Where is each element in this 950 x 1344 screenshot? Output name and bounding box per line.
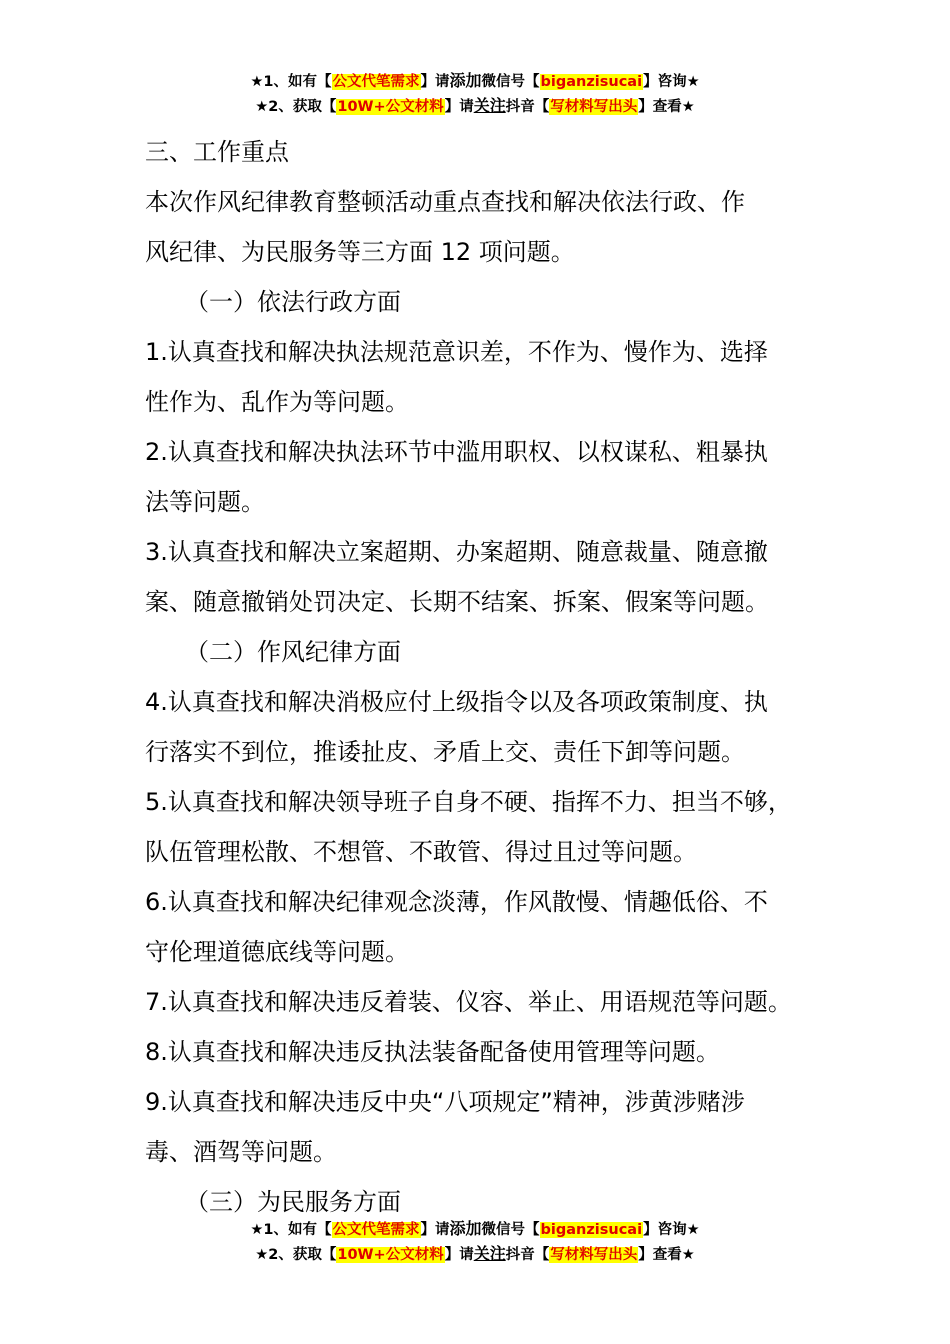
promo-highlight: 10W+公文材料 [337, 99, 444, 115]
promo-line-2 [0, 1242, 950, 1267]
promo-highlight: 10W+公文材料 [337, 1247, 444, 1263]
promo-highlight: 公文代笔需求 [332, 1222, 420, 1238]
list-item-line: 8.认真查找和解决违反执法装备配备使用管理等问题。 [145, 1038, 720, 1066]
promo-line-2 [0, 94, 950, 119]
promo-douyin-id: 写材料写出头 [550, 1247, 638, 1263]
promo-text: 】查看★ [638, 99, 695, 115]
promo-emphasis: 关注 [473, 1244, 506, 1263]
list-item-line: 法等问题。 [145, 488, 265, 516]
promo-text: 】请 [420, 1222, 450, 1238]
list-item-line: 3.认真查找和解决立案超期、办案超期、随意裁量、随意撤 [145, 538, 768, 566]
promo-text: 微信号【 [481, 74, 540, 90]
promo-text: ★1、如有【 [250, 74, 332, 90]
paragraph-line: 本次作风纪律教育整顿活动重点查找和解决依法行政、作 [145, 188, 745, 216]
subsection-heading: （二）作风纪律方面 [185, 638, 401, 666]
promo-emphasis: 添加 [449, 1219, 482, 1238]
paragraph-line: 风纪律、为民服务等三方面 12 项问题。 [145, 238, 575, 266]
promo-text: 抖音【 [505, 99, 550, 115]
list-item-line: 2.认真查找和解决执法环节中滥用职权、以权谋私、粗暴执 [145, 438, 768, 466]
promo-banner-top [0, 69, 950, 119]
list-item-line: 4.认真查找和解决消极应付上级指令以及各项政策制度、执 [145, 688, 768, 716]
promo-text: 】咨询★ [643, 1222, 700, 1238]
subsection-heading: （三）为民服务方面 [185, 1188, 401, 1216]
list-item-line: 5.认真查找和解决领导班子自身不硬、指挥不力、担当不够， [145, 788, 792, 816]
list-item-line: 案、随意撤销处罚决定、长期不结案、拆案、假案等问题。 [145, 588, 769, 616]
promo-emphasis: 添加 [449, 71, 482, 90]
promo-text: 】请 [444, 99, 474, 115]
promo-banner-bottom [0, 1217, 950, 1267]
list-item-line: 队伍管理松散、不想管、不敢管、得过且过等问题。 [145, 838, 697, 866]
section-heading: 三、工作重点 [145, 138, 289, 166]
subsection-heading: （一）依法行政方面 [185, 288, 401, 316]
promo-text: 】请 [444, 1247, 474, 1263]
list-item-line: 9.认真查找和解决违反中央“八项规定”精神，涉黄涉赌涉 [145, 1088, 745, 1116]
promo-text: ★1、如有【 [250, 1222, 332, 1238]
list-item-line: 7.认真查找和解决违反着装、仪容、举止、用语规范等问题。 [145, 988, 792, 1016]
promo-wechat-id: biganzisucai [540, 1222, 643, 1238]
list-item-line: 毒、酒驾等问题。 [145, 1138, 337, 1166]
promo-text: 抖音【 [505, 1247, 550, 1263]
list-item-line: 行落实不到位，推诿扯皮、矛盾上交、责任下卸等问题。 [145, 738, 745, 766]
promo-line-1 [0, 1217, 950, 1242]
promo-wechat-id: biganzisucai [540, 74, 643, 90]
promo-emphasis: 关注 [473, 96, 506, 115]
promo-text: 】咨询★ [643, 74, 700, 90]
list-item-line: 6.认真查找和解决纪律观念淡薄，作风散慢、情趣低俗、不 [145, 888, 768, 916]
list-item-line: 守伦理道德底线等问题。 [145, 938, 409, 966]
promo-douyin-id: 写材料写出头 [550, 99, 638, 115]
list-item-line: 1.认真查找和解决执法规范意识差，不作为、慢作为、选择 [145, 338, 768, 366]
list-item-line: 性作为、乱作为等问题。 [145, 388, 409, 416]
promo-line-1 [0, 69, 950, 94]
promo-highlight: 公文代笔需求 [332, 74, 420, 90]
promo-text: ★2、获取【 [255, 99, 337, 115]
document-body [145, 127, 835, 1227]
promo-text: 微信号【 [481, 1222, 540, 1238]
promo-text: 】请 [420, 74, 450, 90]
promo-text: ★2、获取【 [255, 1247, 337, 1263]
promo-text: 】查看★ [638, 1247, 695, 1263]
